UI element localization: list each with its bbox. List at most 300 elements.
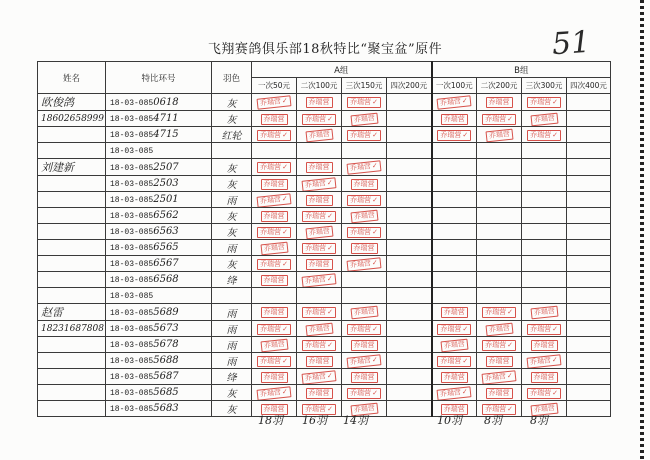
total-b-tier-1: 10羽 bbox=[437, 414, 462, 427]
stake-cell-a-2 bbox=[297, 353, 342, 369]
red-seal-stamp: 乔瑞营 bbox=[306, 195, 333, 206]
stake-cell-a-3 bbox=[342, 224, 387, 240]
stake-cell-a-2 bbox=[297, 224, 342, 240]
red-seal-stamp: 乔瑞营 ✓ bbox=[482, 370, 517, 384]
stake-cell-b-2 bbox=[477, 337, 522, 353]
stake-cell-b-4 bbox=[567, 353, 611, 369]
stake-cell-b-3 bbox=[522, 159, 567, 176]
red-seal-stamp: 乔瑞营 ✓ bbox=[257, 95, 292, 109]
stake-cell-a-1 bbox=[252, 272, 297, 288]
ring-prefix: 18-03-085 bbox=[110, 131, 154, 140]
stake-cell-a-2 bbox=[297, 369, 342, 385]
stake-cell-a-4 bbox=[387, 143, 432, 159]
red-seal-stamp: 乔瑞营 ✓ bbox=[257, 130, 291, 141]
stake-cell-a-1 bbox=[252, 353, 297, 369]
owner-cell bbox=[38, 159, 106, 176]
ring-cell bbox=[106, 256, 212, 272]
red-seal-stamp: 乔瑞营 bbox=[261, 372, 288, 383]
stake-cell-b-1 bbox=[432, 369, 477, 385]
stake-cell-a-2 bbox=[297, 176, 342, 192]
stake-cell-b-2 bbox=[477, 369, 522, 385]
stake-cell-b-2 bbox=[477, 224, 522, 240]
feather-cell bbox=[212, 288, 252, 304]
ring-prefix: 18-03-085 bbox=[110, 357, 154, 366]
stake-cell-b-3 bbox=[522, 94, 567, 111]
ring-cell bbox=[106, 159, 212, 176]
red-seal-stamp: 乔瑞营 bbox=[530, 306, 558, 320]
ring-suffix: 0618 bbox=[153, 96, 179, 108]
red-seal-stamp: 乔瑞营 bbox=[261, 307, 288, 318]
ring-prefix: 18-03-085 bbox=[110, 147, 154, 156]
red-seal-stamp: 乔瑞营 bbox=[305, 322, 333, 336]
table-row bbox=[38, 385, 611, 401]
owner-cell bbox=[38, 94, 106, 111]
table-row bbox=[38, 272, 611, 288]
stake-cell-b-1 bbox=[432, 176, 477, 192]
red-seal-stamp: 乔瑞营 bbox=[441, 404, 468, 415]
stake-cell-a-4 bbox=[387, 208, 432, 224]
ring-cell bbox=[106, 401, 212, 417]
ring-suffix: 6565 bbox=[153, 242, 179, 253]
stake-cell-a-3 bbox=[342, 256, 387, 272]
stake-cell-a-1 bbox=[252, 111, 297, 127]
stake-cell-a-4 bbox=[387, 288, 432, 304]
stake-cell-b-3 bbox=[522, 111, 567, 127]
table-row bbox=[38, 176, 611, 192]
red-seal-stamp: 乔瑞营 ✓ bbox=[347, 195, 381, 206]
ring-cell bbox=[106, 111, 212, 127]
table-row bbox=[38, 94, 611, 111]
stake-cell-a-1 bbox=[252, 192, 297, 208]
ring-cell bbox=[106, 385, 212, 401]
ring-prefix: 18-03-085 bbox=[110, 115, 154, 124]
red-seal-stamp: 乔瑞营 bbox=[485, 128, 513, 142]
header-row-groups bbox=[38, 62, 611, 78]
stake-cell-a-1 bbox=[252, 256, 297, 272]
page-number: 51 bbox=[550, 24, 592, 63]
red-seal-stamp: 乔瑞营 ✓ bbox=[527, 324, 561, 335]
stake-cell-b-4 bbox=[567, 143, 611, 159]
table-row bbox=[38, 256, 611, 272]
red-seal-stamp: 乔瑞营 ✓ bbox=[302, 340, 336, 351]
red-seal-stamp: 乔瑞营 ✓ bbox=[527, 388, 561, 399]
table-row bbox=[38, 304, 611, 321]
stake-cell-a-4 bbox=[387, 369, 432, 385]
red-seal-stamp: 乔瑞营 bbox=[305, 225, 333, 239]
stake-cell-a-3 bbox=[342, 127, 387, 143]
stake-cell-a-1 bbox=[252, 143, 297, 159]
ring-prefix: 18-03-085 bbox=[110, 260, 154, 269]
table-row bbox=[38, 288, 611, 304]
total-a-tier-2: 16羽 bbox=[302, 414, 327, 427]
ring-cell bbox=[106, 143, 212, 159]
red-seal-stamp: 乔瑞营 ✓ bbox=[257, 259, 291, 270]
feather-cell: 红轮 bbox=[212, 127, 252, 143]
stake-cell-a-2 bbox=[297, 256, 342, 272]
owner-cell bbox=[38, 321, 106, 337]
red-seal-stamp: 乔瑞营 ✓ bbox=[437, 95, 472, 109]
stake-cell-a-1 bbox=[252, 127, 297, 143]
red-seal-stamp: 乔瑞营 bbox=[351, 372, 378, 383]
stake-cell-b-3 bbox=[522, 288, 567, 304]
stake-cell-b-3 bbox=[522, 224, 567, 240]
ring-prefix: 18-03-085 bbox=[110, 373, 154, 382]
header-a-tier-3: 三次150元 bbox=[342, 78, 387, 94]
page-edge-marks bbox=[640, 0, 644, 460]
header-group-b: B组 bbox=[432, 62, 611, 78]
ring-cell bbox=[106, 353, 212, 369]
ring-prefix: 18-03-085 bbox=[110, 98, 154, 108]
stake-cell-b-2 bbox=[477, 288, 522, 304]
stake-cell-b-2 bbox=[477, 159, 522, 176]
stake-cell-a-3 bbox=[342, 369, 387, 385]
stake-cell-a-3 bbox=[342, 337, 387, 353]
ring-cell bbox=[106, 208, 212, 224]
owner-cell bbox=[38, 208, 106, 224]
total-a-tier-3: 14羽 bbox=[343, 414, 368, 427]
ring-cell bbox=[106, 272, 212, 288]
stake-cell-b-4 bbox=[567, 385, 611, 401]
stake-cell-a-4 bbox=[387, 94, 432, 111]
stake-cell-b-4 bbox=[567, 401, 611, 417]
stake-cell-b-4 bbox=[567, 304, 611, 321]
stake-cell-b-3 bbox=[522, 176, 567, 192]
stake-cell-a-4 bbox=[387, 337, 432, 353]
red-seal-stamp: 乔瑞营 bbox=[261, 114, 288, 125]
red-seal-stamp: 乔瑞营 bbox=[530, 402, 558, 416]
table-row bbox=[38, 111, 611, 127]
ring-prefix: 18-03-085 bbox=[110, 163, 154, 173]
stake-cell-b-2 bbox=[477, 256, 522, 272]
stake-cell-a-2 bbox=[297, 337, 342, 353]
stake-cell-a-1 bbox=[252, 337, 297, 353]
stake-cell-a-2 bbox=[297, 385, 342, 401]
ring-suffix: 5687 bbox=[153, 371, 179, 382]
header-feather: 羽色 bbox=[212, 62, 252, 94]
stake-cell-a-1 bbox=[252, 321, 297, 337]
red-seal-stamp: 乔瑞营 ✓ bbox=[257, 324, 291, 335]
header-a-tier-2: 二次100元 bbox=[297, 78, 342, 94]
stake-cell-b-4 bbox=[567, 272, 611, 288]
stake-cell-a-4 bbox=[387, 240, 432, 256]
red-seal-stamp: 乔瑞营 bbox=[306, 97, 333, 108]
red-seal-stamp: 乔瑞营 bbox=[440, 338, 468, 352]
stake-cell-b-3 bbox=[522, 304, 567, 321]
table-row bbox=[38, 353, 611, 369]
ring-prefix: 18-03-085 bbox=[110, 228, 154, 237]
stake-cell-b-3 bbox=[522, 256, 567, 272]
red-seal-stamp: 乔瑞营 bbox=[350, 402, 378, 416]
ring-prefix: 18-03-085 bbox=[110, 212, 154, 221]
red-seal-stamp: 乔瑞营 ✓ bbox=[482, 404, 516, 415]
stake-cell-a-4 bbox=[387, 224, 432, 240]
red-seal-stamp: 乔瑞营 bbox=[306, 356, 333, 367]
red-seal-stamp: 乔瑞营 bbox=[351, 243, 378, 254]
stake-cell-a-4 bbox=[387, 176, 432, 192]
feather-cell: 灰 bbox=[212, 94, 252, 111]
feather-cell: 灰 bbox=[212, 401, 252, 417]
stake-cell-a-1 bbox=[252, 288, 297, 304]
ring-suffix: 5678 bbox=[153, 339, 179, 350]
document-title: 飞翔赛鸽俱乐部18秋特比“聚宝盆”原件 bbox=[207, 42, 443, 57]
stake-cell-b-1 bbox=[432, 111, 477, 127]
stake-cell-b-2 bbox=[477, 304, 522, 321]
owner-name: 赵雷 bbox=[41, 306, 63, 319]
red-seal-stamp: 乔瑞营 bbox=[486, 388, 513, 399]
owner-cell bbox=[38, 256, 106, 272]
stake-cell-b-4 bbox=[567, 224, 611, 240]
red-seal-stamp: 乔瑞营 ✓ bbox=[347, 130, 381, 141]
stake-cell-b-1 bbox=[432, 256, 477, 272]
red-seal-stamp: 乔瑞营 ✓ bbox=[437, 356, 471, 367]
owner-cell bbox=[38, 111, 106, 127]
table-row bbox=[38, 337, 611, 353]
stake-cell-b-4 bbox=[567, 337, 611, 353]
ring-prefix: 18-03-085 bbox=[110, 325, 154, 334]
stake-cell-b-4 bbox=[567, 94, 611, 111]
header-b-tier-3: 三次300元 bbox=[522, 78, 567, 94]
red-seal-stamp: 乔瑞营 bbox=[306, 162, 333, 173]
owner-phone: 18231687808 bbox=[41, 323, 104, 334]
stake-cell-a-3 bbox=[342, 176, 387, 192]
red-seal-stamp: 乔瑞营 ✓ bbox=[302, 114, 336, 125]
red-seal-stamp: 乔瑞营 ✓ bbox=[347, 97, 381, 108]
stake-cell-a-3 bbox=[342, 321, 387, 337]
red-seal-stamp: 乔瑞营 ✓ bbox=[302, 243, 336, 254]
ring-suffix: 6567 bbox=[153, 258, 179, 269]
red-seal-stamp: 乔瑞营 ✓ bbox=[347, 388, 381, 399]
owner-cell bbox=[38, 127, 106, 143]
red-seal-stamp: 乔瑞营 ✓ bbox=[257, 162, 291, 173]
owner-name: 刘建新 bbox=[41, 161, 74, 174]
red-seal-stamp: 乔瑞营 ✓ bbox=[347, 227, 381, 238]
red-seal-stamp: 乔瑞营 bbox=[530, 112, 558, 126]
owner-cell bbox=[38, 288, 106, 304]
owner-cell bbox=[38, 176, 106, 192]
header-b-tier-1: 一次100元 bbox=[432, 78, 477, 94]
stake-cell-a-4 bbox=[387, 192, 432, 208]
table-body bbox=[38, 94, 611, 417]
stake-cell-a-2 bbox=[297, 127, 342, 143]
ring-prefix: 18-03-085 bbox=[110, 308, 154, 318]
red-seal-stamp: 乔瑞营 ✓ bbox=[482, 307, 516, 318]
total-b-tier-2: 8羽 bbox=[484, 414, 502, 427]
red-seal-stamp: 乔瑞营 bbox=[260, 241, 288, 255]
ring-suffix: 5689 bbox=[153, 306, 179, 318]
stake-cell-b-2 bbox=[477, 127, 522, 143]
red-seal-stamp: 乔瑞营 bbox=[350, 209, 378, 223]
red-seal-stamp: 乔瑞营 ✓ bbox=[437, 130, 471, 141]
owner-cell bbox=[38, 272, 106, 288]
stake-cell-a-4 bbox=[387, 256, 432, 272]
stake-cell-a-1 bbox=[252, 369, 297, 385]
red-seal-stamp: 乔瑞营 ✓ bbox=[257, 386, 292, 400]
red-seal-stamp: 乔瑞营 ✓ bbox=[302, 370, 337, 384]
stake-cell-b-1 bbox=[432, 143, 477, 159]
feather-cell: 灰 bbox=[212, 176, 252, 192]
stake-cell-a-3 bbox=[342, 288, 387, 304]
ring-cell bbox=[106, 304, 212, 321]
ring-prefix: 18-03-085 bbox=[110, 180, 154, 189]
ring-cell bbox=[106, 127, 212, 143]
feather-cell: 雨 bbox=[212, 304, 252, 321]
stake-cell-b-3 bbox=[522, 208, 567, 224]
red-seal-stamp: 乔瑞营 ✓ bbox=[257, 356, 291, 367]
ring-suffix: 6568 bbox=[153, 274, 179, 285]
ring-prefix: 18-03-085 bbox=[110, 244, 154, 253]
stake-cell-b-1 bbox=[432, 240, 477, 256]
stake-cell-a-2 bbox=[297, 94, 342, 111]
stake-cell-a-2 bbox=[297, 288, 342, 304]
feather-cell: 灰 bbox=[212, 159, 252, 176]
header-b-tier-2: 二次200元 bbox=[477, 78, 522, 94]
stake-cell-a-1 bbox=[252, 208, 297, 224]
stake-cell-b-2 bbox=[477, 111, 522, 127]
table-row bbox=[38, 159, 611, 176]
stake-cell-b-1 bbox=[432, 353, 477, 369]
red-seal-stamp: 乔瑞营 bbox=[351, 179, 378, 190]
red-seal-stamp: 乔瑞营 ✓ bbox=[257, 193, 292, 207]
stake-cell-b-1 bbox=[432, 337, 477, 353]
red-seal-stamp: 乔瑞营 ✓ bbox=[347, 160, 382, 174]
owner-cell bbox=[38, 304, 106, 321]
stake-cell-a-1 bbox=[252, 159, 297, 176]
stake-cell-b-2 bbox=[477, 192, 522, 208]
header-a-tier-1: 一次50元 bbox=[252, 78, 297, 94]
red-seal-stamp: 乔瑞营 ✓ bbox=[347, 257, 382, 271]
stake-cell-a-1 bbox=[252, 240, 297, 256]
ring-cell bbox=[106, 94, 212, 111]
stake-cell-b-1 bbox=[432, 127, 477, 143]
stake-cell-a-4 bbox=[387, 272, 432, 288]
feather-cell: 灰 bbox=[212, 224, 252, 240]
stake-cell-b-2 bbox=[477, 176, 522, 192]
ring-cell bbox=[106, 337, 212, 353]
header-group-a: A组 bbox=[252, 62, 432, 78]
stake-cell-a-2 bbox=[297, 192, 342, 208]
stake-cell-a-3 bbox=[342, 304, 387, 321]
feather-cell: 雨 bbox=[212, 353, 252, 369]
stake-cell-b-4 bbox=[567, 240, 611, 256]
stake-cell-a-1 bbox=[252, 94, 297, 111]
owner-cell bbox=[38, 337, 106, 353]
stake-cell-a-1 bbox=[252, 385, 297, 401]
stake-cell-a-3 bbox=[342, 240, 387, 256]
ring-suffix: 5688 bbox=[153, 355, 179, 366]
ring-suffix: 5673 bbox=[153, 323, 179, 334]
header-a-tier-4: 四次200元 bbox=[387, 78, 432, 94]
stake-cell-a-2 bbox=[297, 272, 342, 288]
stake-cell-b-3 bbox=[522, 321, 567, 337]
table-row bbox=[38, 240, 611, 256]
feather-cell: 雨 bbox=[212, 192, 252, 208]
red-seal-stamp: 乔瑞营 bbox=[531, 340, 558, 351]
red-seal-stamp: 乔瑞营 bbox=[306, 259, 333, 270]
stake-cell-b-2 bbox=[477, 385, 522, 401]
red-seal-stamp: 乔瑞营 ✓ bbox=[482, 340, 516, 351]
ring-cell bbox=[106, 176, 212, 192]
owner-cell bbox=[38, 143, 106, 159]
stake-cell-a-3 bbox=[342, 111, 387, 127]
feather-cell: 灰 bbox=[212, 385, 252, 401]
stake-cell-a-4 bbox=[387, 127, 432, 143]
header-name: 姓名 bbox=[38, 62, 106, 94]
stake-cell-a-2 bbox=[297, 304, 342, 321]
red-seal-stamp: 乔瑞营 bbox=[351, 340, 378, 351]
stake-cell-a-2 bbox=[297, 111, 342, 127]
stake-cell-b-4 bbox=[567, 127, 611, 143]
table-row bbox=[38, 127, 611, 143]
ring-prefix: 18-03-085 bbox=[110, 341, 154, 350]
stake-cell-a-3 bbox=[342, 94, 387, 111]
red-seal-stamp: 乔瑞营 ✓ bbox=[347, 324, 381, 335]
table-row bbox=[38, 224, 611, 240]
stake-cell-a-3 bbox=[342, 143, 387, 159]
ring-suffix: 2503 bbox=[153, 178, 179, 189]
ring-cell bbox=[106, 288, 212, 304]
red-seal-stamp: 乔瑞营 bbox=[261, 179, 288, 190]
stake-cell-a-3 bbox=[342, 192, 387, 208]
table-row bbox=[38, 321, 611, 337]
red-seal-stamp: 乔瑞营 ✓ bbox=[437, 386, 472, 400]
stake-cell-b-3 bbox=[522, 369, 567, 385]
red-seal-stamp: 乔瑞营 ✓ bbox=[482, 114, 516, 125]
stake-cell-b-4 bbox=[567, 369, 611, 385]
ring-suffix: 5683 bbox=[153, 403, 179, 414]
red-seal-stamp: 乔瑞营 ✓ bbox=[302, 404, 336, 415]
ring-suffix: 5685 bbox=[153, 387, 179, 398]
stake-cell-a-4 bbox=[387, 385, 432, 401]
owner-cell bbox=[38, 385, 106, 401]
red-seal-stamp: 乔瑞营 ✓ bbox=[302, 211, 336, 222]
stake-cell-b-3 bbox=[522, 385, 567, 401]
stake-cell-b-1 bbox=[432, 208, 477, 224]
ring-cell bbox=[106, 224, 212, 240]
stake-cell-b-3 bbox=[522, 127, 567, 143]
red-seal-stamp: 乔瑞营 bbox=[261, 404, 288, 415]
red-seal-stamp: 乔瑞营 ✓ bbox=[257, 227, 291, 238]
stake-cell-b-3 bbox=[522, 143, 567, 159]
red-seal-stamp: 乔瑞营 ✓ bbox=[302, 307, 336, 318]
red-seal-stamp: 乔瑞营 ✓ bbox=[527, 130, 561, 141]
feather-cell: 雨 bbox=[212, 240, 252, 256]
feather-cell: 灰 bbox=[212, 208, 252, 224]
stake-cell-b-4 bbox=[567, 111, 611, 127]
stake-cell-b-2 bbox=[477, 321, 522, 337]
stake-cell-b-2 bbox=[477, 353, 522, 369]
stake-cell-b-3 bbox=[522, 353, 567, 369]
red-seal-stamp: 乔瑞营 bbox=[260, 338, 288, 352]
owner-cell bbox=[38, 353, 106, 369]
stake-cell-a-4 bbox=[387, 401, 432, 417]
ring-cell bbox=[106, 240, 212, 256]
ring-suffix: 2501 bbox=[153, 194, 179, 205]
ring-suffix: 6563 bbox=[153, 226, 179, 237]
stake-cell-a-3 bbox=[342, 272, 387, 288]
table-row bbox=[38, 192, 611, 208]
stake-cell-a-1 bbox=[252, 176, 297, 192]
table-row bbox=[38, 143, 611, 159]
red-seal-stamp: 乔瑞营 bbox=[350, 306, 378, 320]
feather-cell bbox=[212, 143, 252, 159]
stake-cell-a-4 bbox=[387, 159, 432, 176]
stake-cell-b-1 bbox=[432, 385, 477, 401]
entry-table bbox=[37, 61, 611, 417]
ring-prefix: 18-03-085 bbox=[110, 276, 154, 285]
red-seal-stamp: 乔瑞营 bbox=[261, 275, 288, 286]
feather-cell: 雨 bbox=[212, 321, 252, 337]
stake-cell-a-2 bbox=[297, 240, 342, 256]
